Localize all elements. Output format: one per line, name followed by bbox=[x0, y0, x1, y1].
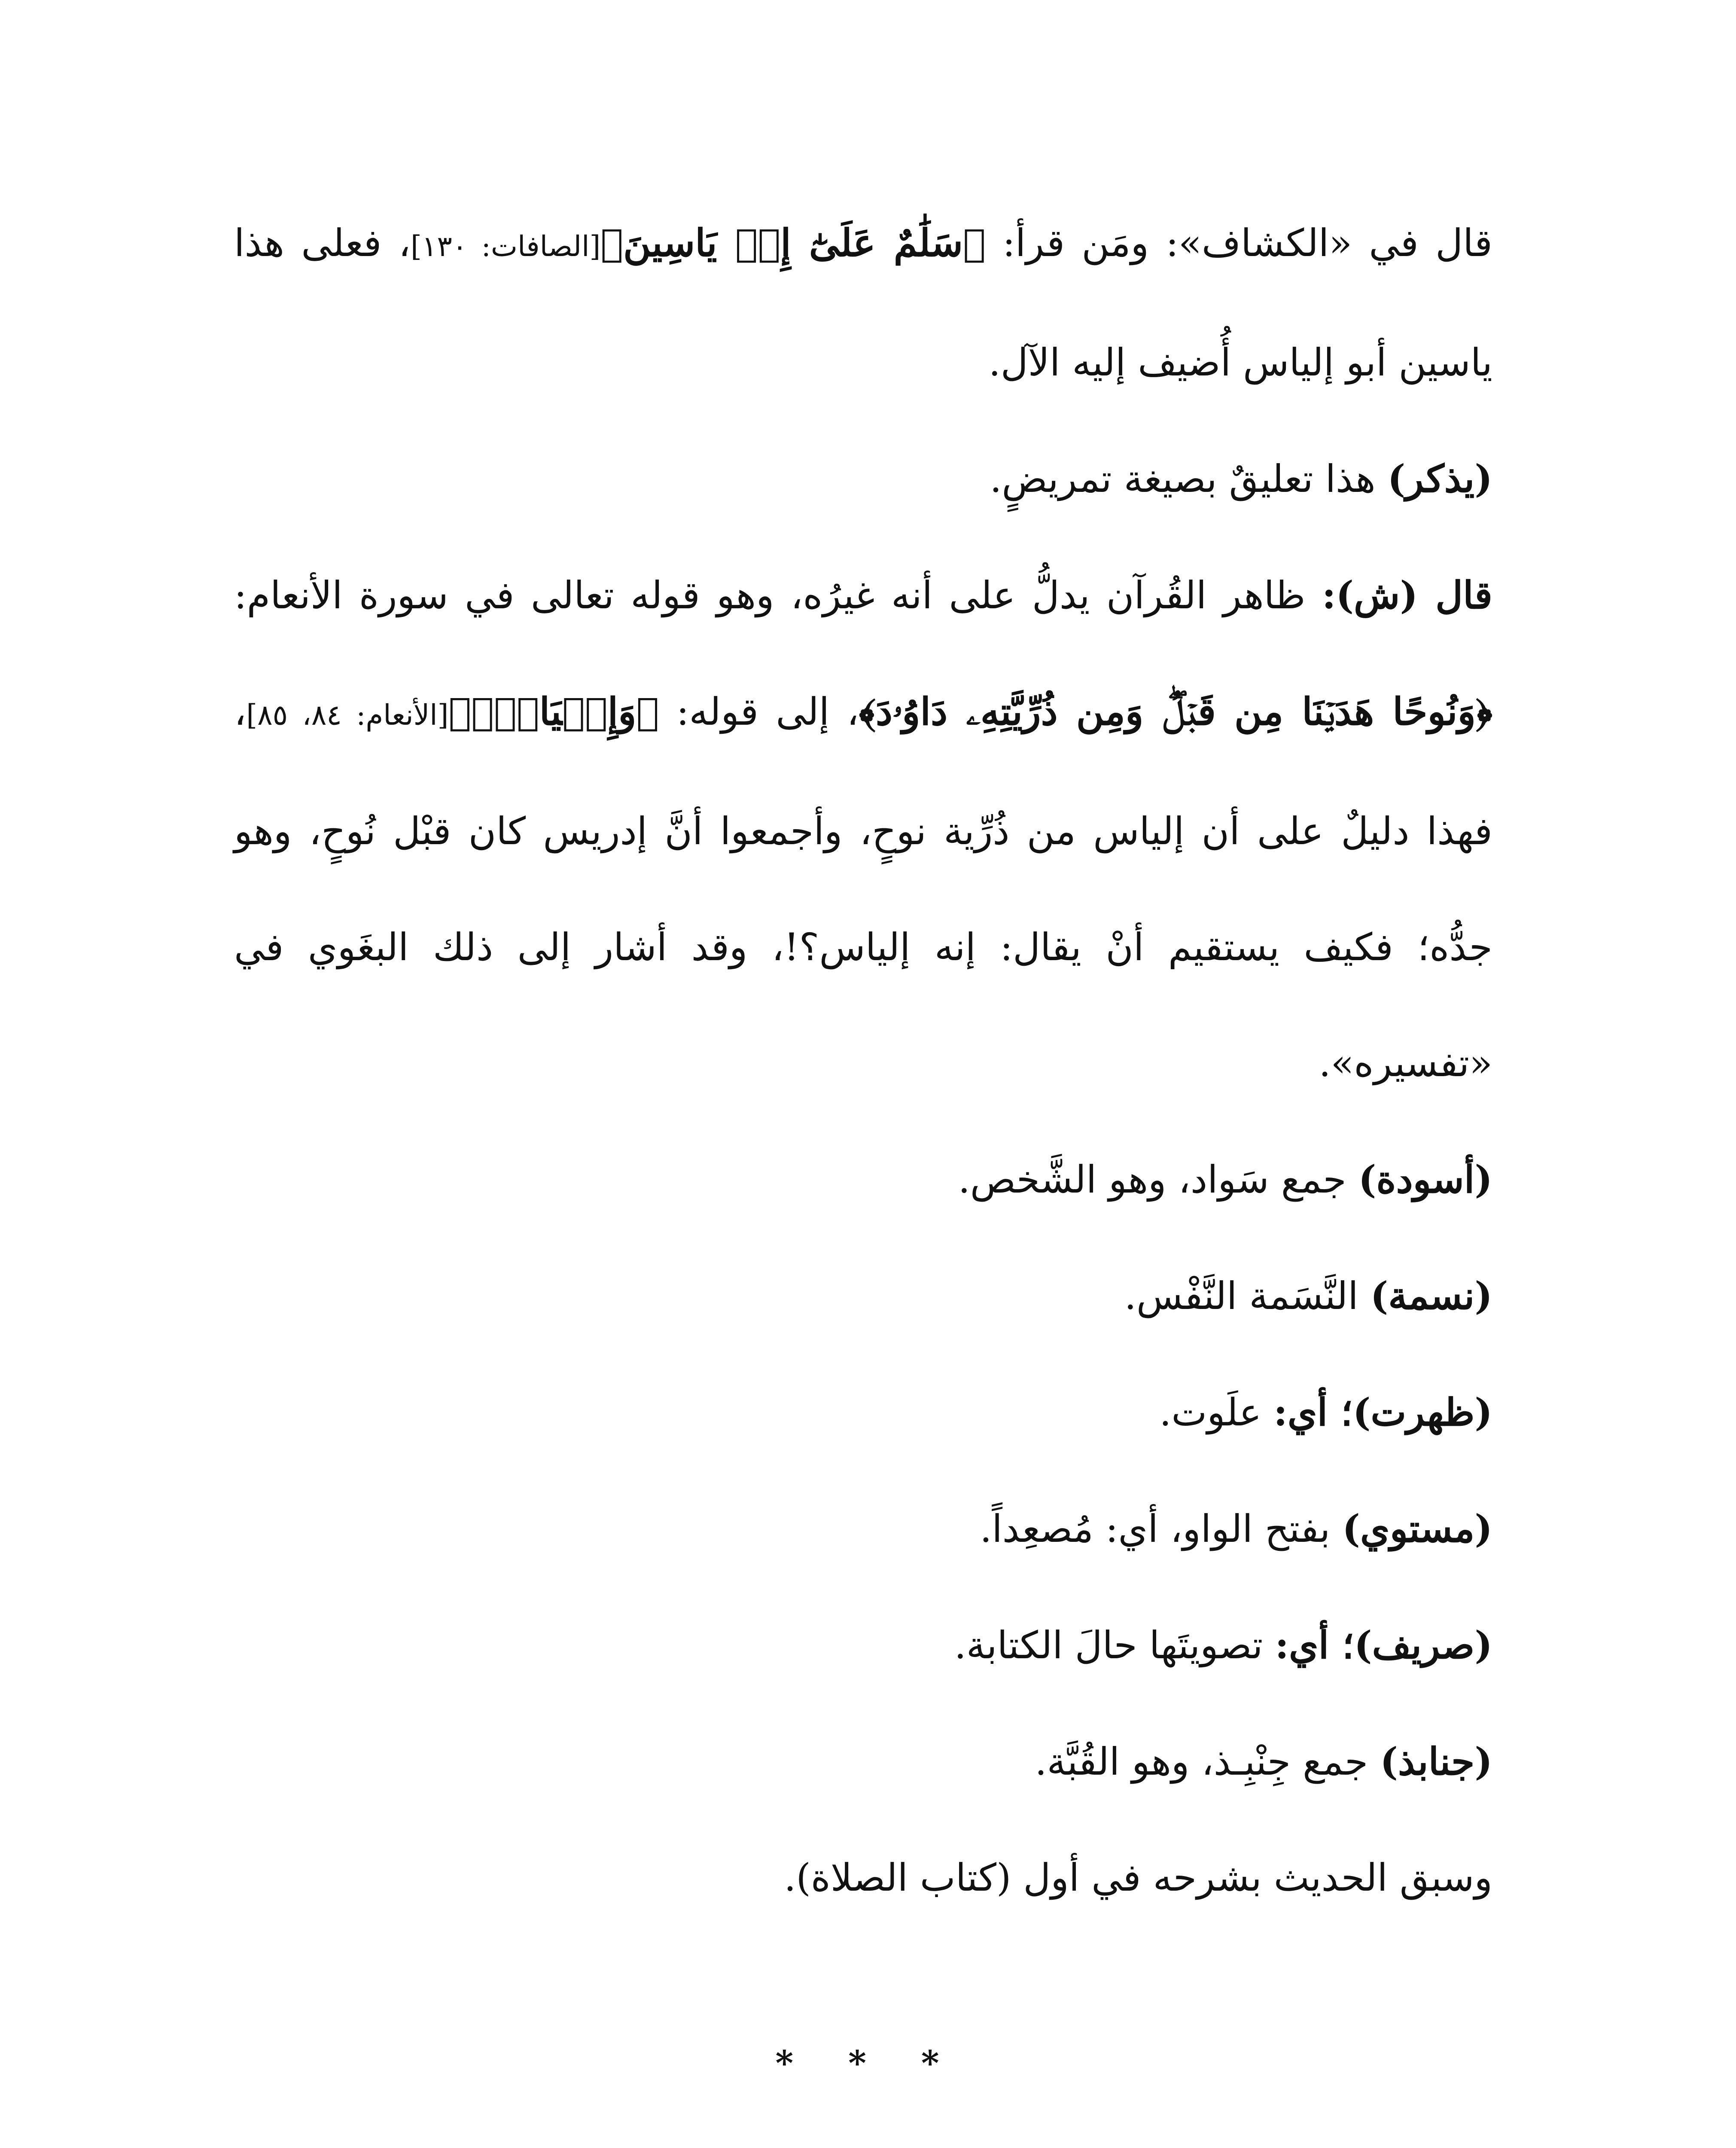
gloss-item bbox=[234, 1703, 1492, 1820]
paragraph-text: ، فهذا دليلٌ على أن إلياس من ذُرِّية نوحٍ، وأجمعوا أنَّ إدريس كان قبْل نُوحٍ، وهو جدُّه؛ فكيف يستقيم أنْ يقال: إنه إلياس؟!، وقد أشار إلى ذلك البغَوي في «تفسيره». bbox=[234, 690, 1492, 1085]
paragraph-intro: قال في «الكشاف»: ومَن قرأ: bbox=[985, 221, 1492, 265]
paragraph-text: ، فعلى هذا ياسين أبو إلياس أُضيف إليه الآل. bbox=[234, 221, 1492, 384]
quran-verse: ﴿سَلَٰمٌ عَلَىٰٓ إِلۡ يَاسِينَ﴾ bbox=[600, 220, 986, 265]
gloss-term: (صريف)؛ أي: bbox=[1275, 1623, 1492, 1667]
paragraph-yudhkar bbox=[234, 421, 1492, 537]
paragraph-text: ظاهر القُرآن يدلُّ على أنه غيرُه، وهو قوله تعالى في سورة الأنعام: bbox=[234, 573, 1322, 617]
gloss-term: (جنابذ) bbox=[1380, 1739, 1492, 1784]
main-text bbox=[234, 185, 1492, 1936]
gloss-term: (يذكر) bbox=[1387, 456, 1492, 501]
paragraph-text: هذا تعليقٌ بصيغة تمريضٍ. bbox=[990, 457, 1388, 501]
gloss-text: جمع جِنْبِـذ، وهو القُبَّة. bbox=[1035, 1739, 1380, 1784]
gloss-item bbox=[234, 1121, 1492, 1238]
gloss-text: بفتح الواو، أي: مُصعِداً. bbox=[980, 1507, 1343, 1551]
quran-verse: ﴿وَإِلۡيَاسَۖ﴾ bbox=[448, 689, 659, 734]
gloss-text: النَّسَمة النَّفْس. bbox=[1124, 1274, 1371, 1318]
gloss-item bbox=[234, 1587, 1492, 1703]
gloss-term: (نسمة) bbox=[1370, 1273, 1492, 1318]
gloss-list bbox=[234, 1121, 1492, 1936]
quran-verse: ﴿وَنُوحًا هَدَيۡنَا مِن قَبۡلُۖ وَمِن ذُرِّيَّتِهِۦ دَاوُۥدَ﴾ bbox=[859, 689, 1492, 734]
verse-reference: [الأنعام: ٨٤، ٨٥] bbox=[246, 699, 449, 732]
gloss-term: (ظهرت)؛ أي: bbox=[1273, 1390, 1492, 1434]
gloss-text: جمع سَواد، وهو الشَّخص. bbox=[958, 1157, 1358, 1202]
gloss-term: (مستوي) bbox=[1342, 1506, 1492, 1551]
gloss-item bbox=[234, 1354, 1492, 1471]
closing-sentence: وسبق الحديث بشرحه في أول (كتاب الصلاة). bbox=[784, 1855, 1492, 1900]
gloss-item bbox=[234, 1471, 1492, 1587]
gloss-text: تصويتَها حالَ الكتابة. bbox=[954, 1623, 1275, 1667]
paragraph-text: ، إلى قوله: bbox=[659, 690, 859, 734]
verse-reference: [الصافات: ١٣٠] bbox=[411, 230, 601, 263]
gloss-text: علَوت. bbox=[1159, 1390, 1274, 1434]
section-divider: * * * bbox=[775, 2043, 961, 2083]
paragraph-kashshaf bbox=[234, 185, 1492, 421]
gloss-item bbox=[234, 1238, 1492, 1354]
gloss-term: (أسودة) bbox=[1358, 1157, 1492, 1202]
gloss-term: قال (ش): bbox=[1322, 573, 1492, 617]
paragraph-commentary bbox=[234, 537, 1492, 1121]
